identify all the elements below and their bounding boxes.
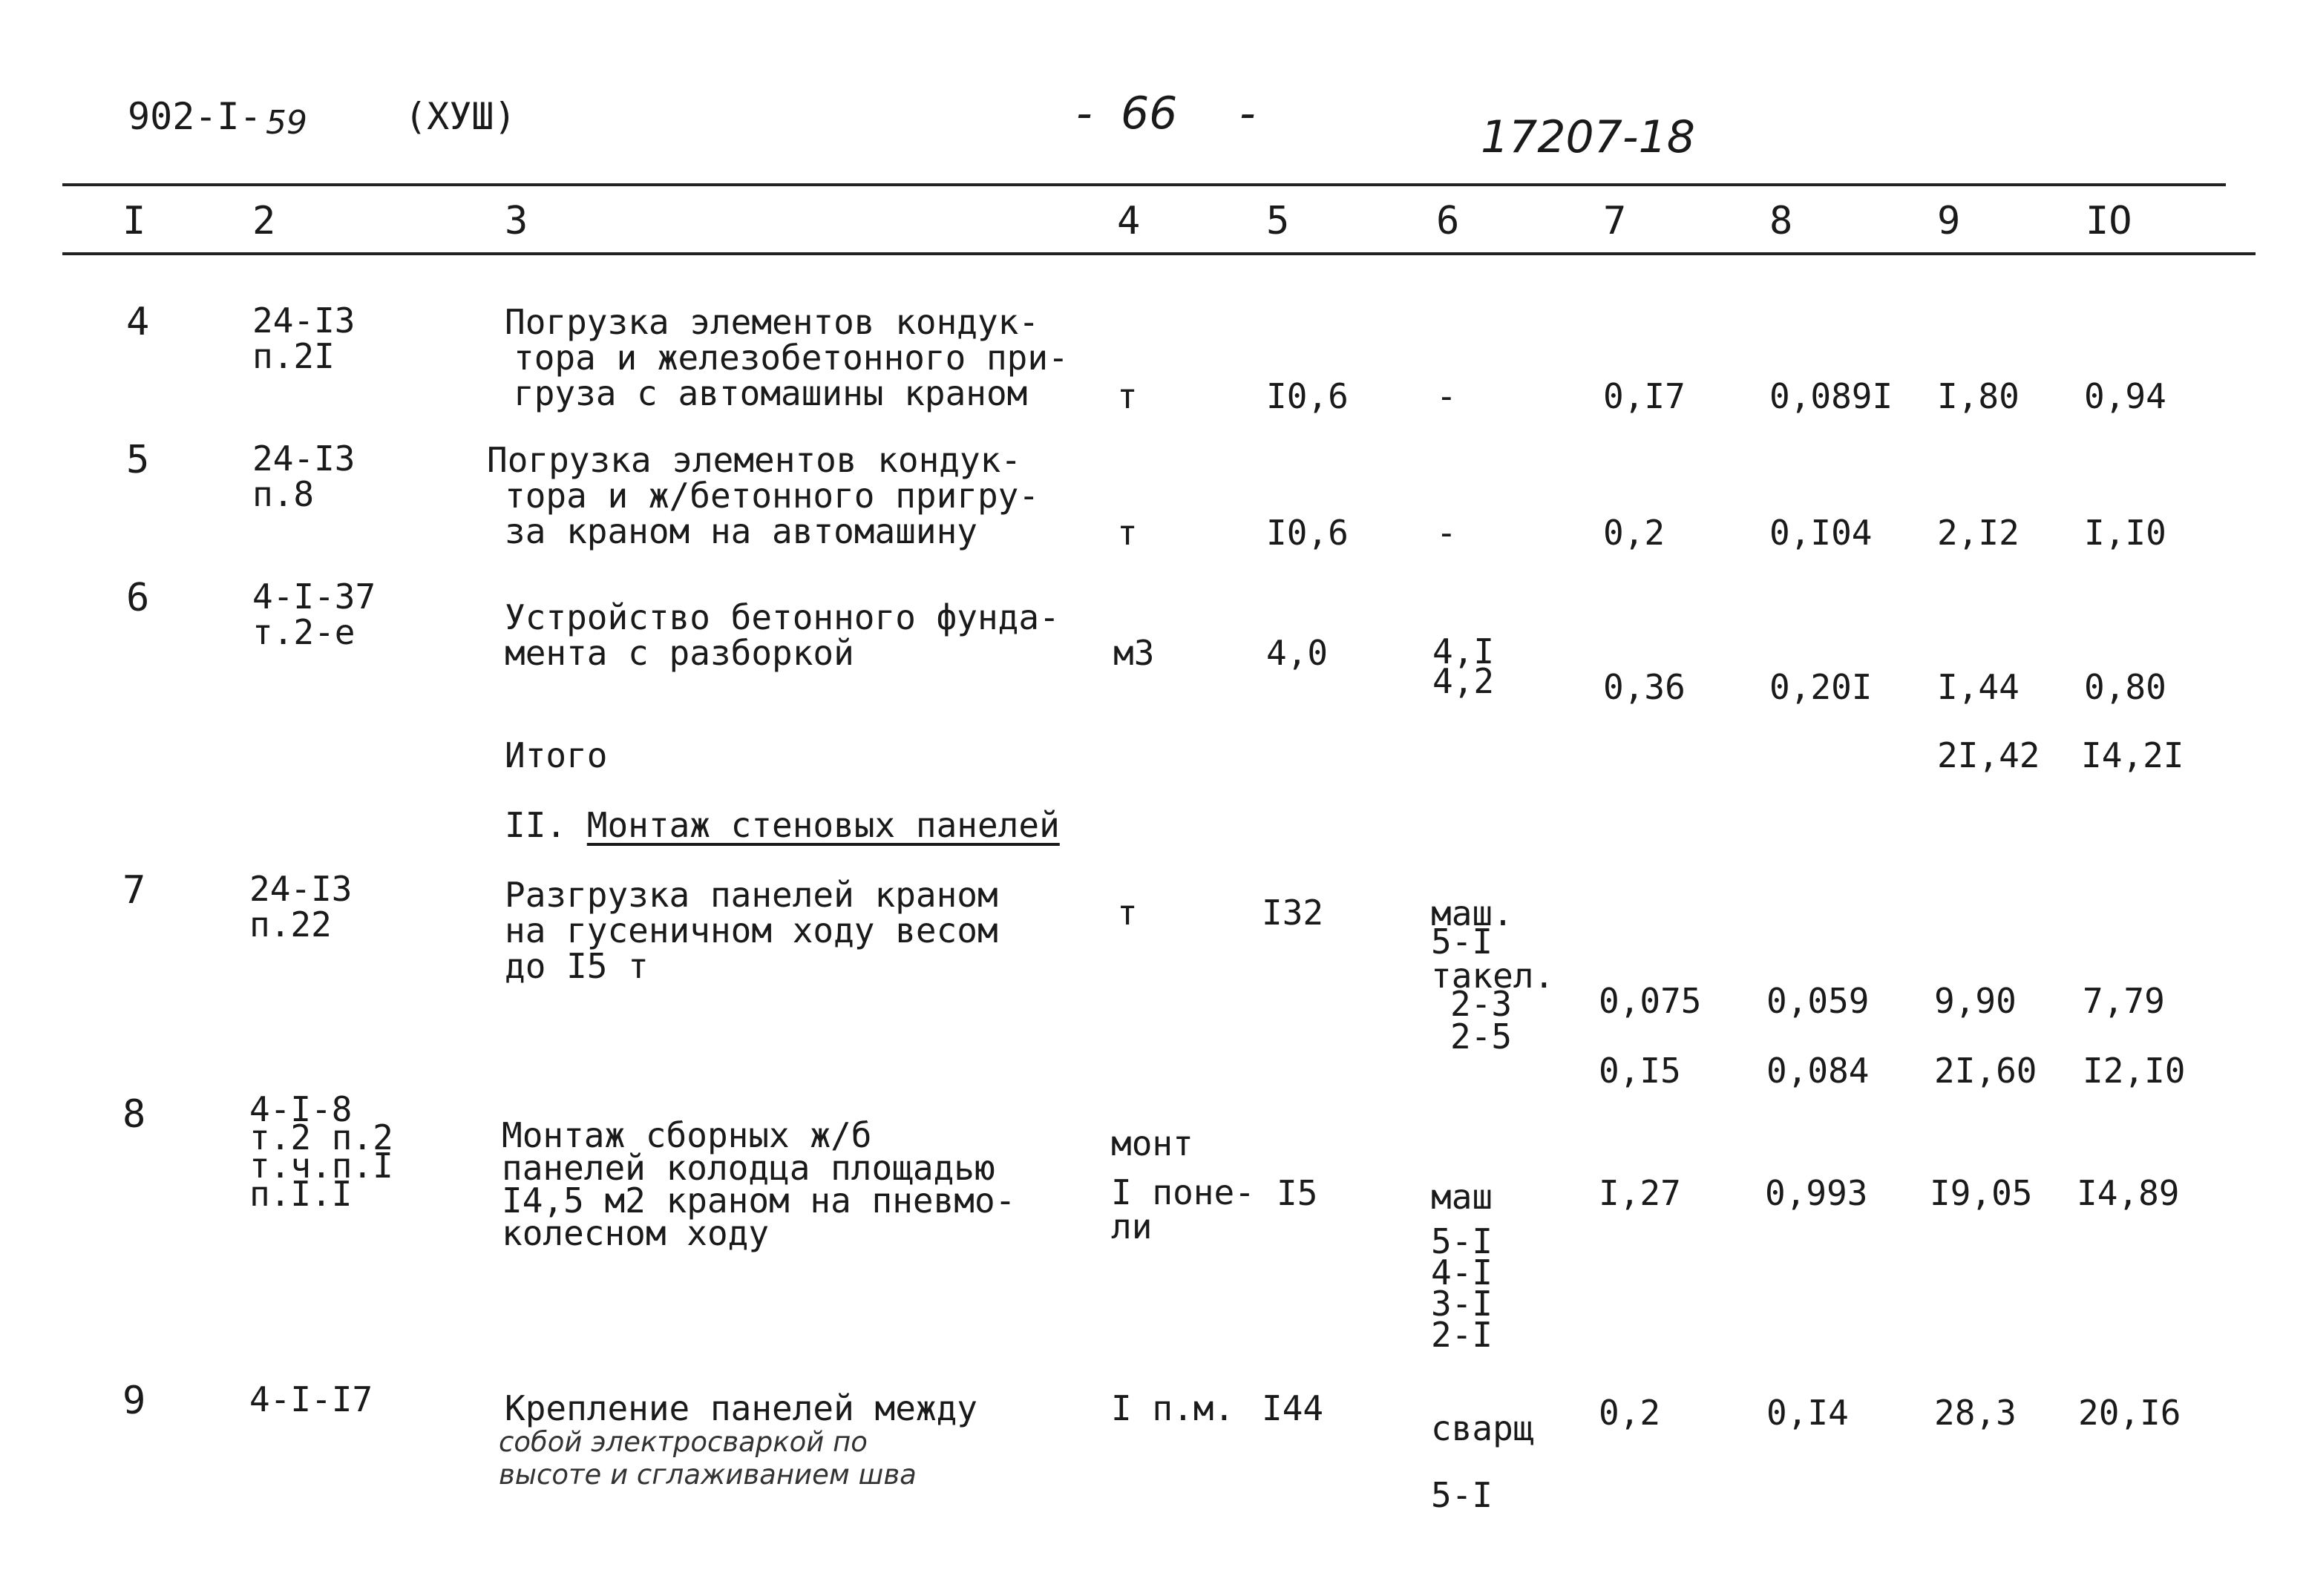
document-code-suffix: 59 <box>266 104 307 142</box>
unit: т <box>1117 376 1138 416</box>
total-col10: I4,2I <box>2081 735 2184 775</box>
unit: м3 <box>1113 633 1155 673</box>
norm-code: 24-I3 п.22 <box>249 869 353 945</box>
quantity: I32 <box>1262 893 1324 933</box>
col10-value: I,I0 <box>2084 513 2166 553</box>
col10-value: 20,I6 <box>2078 1393 2181 1433</box>
header-bottom-rule <box>62 252 2256 255</box>
section-title: Монтаж стеновых панелей <box>586 805 1060 845</box>
quantity: I0,6 <box>1266 513 1349 553</box>
norm-code: 4-I-I7 <box>249 1379 373 1419</box>
col9-value: I9,05 <box>1930 1173 2033 1213</box>
column-header: 3 <box>505 199 528 243</box>
document-code: 902-I- <box>128 95 262 138</box>
col9-value: I,44 <box>1937 667 2020 707</box>
norm-code: 4-I-8 т.2 п.2 т.ч.п.I п.I.I <box>249 1089 393 1214</box>
col7-value: 0,2 <box>1599 1393 1661 1433</box>
col6-value: - <box>1436 513 1457 553</box>
col9-value: 9,90 2I,60 <box>1934 981 2037 1091</box>
col10-value: 0,80 <box>2084 667 2166 707</box>
col10-value: 7,79 I2,I0 <box>2083 981 2186 1091</box>
col6-value: 4,I 4,2 <box>1432 631 1495 701</box>
handwritten-description: собой электросваркой по высоте и сглаживанием шва <box>499 1426 917 1491</box>
column-header: 8 <box>1769 199 1793 243</box>
col6-value: маш. 5-I такел. 2-3 2-5 <box>1431 893 1555 1057</box>
unit: т <box>1117 893 1138 933</box>
work-description: Погрузка элементов кондук- тора и железобетонного при- груза с автомашины краном <box>505 302 1069 413</box>
row-number: 4 <box>126 300 150 344</box>
page-number: 66 <box>1121 88 1178 139</box>
total-col9: 2I,42 <box>1937 735 2040 775</box>
unit: I п.м. <box>1111 1388 1235 1428</box>
col7-value: 0,I7 <box>1603 376 1686 416</box>
col10-value: I4,89 <box>2077 1173 2180 1213</box>
column-header: 5 <box>1266 199 1290 243</box>
work-description: Устройство бетонного фунда- мента с разборкой <box>505 597 1060 673</box>
work-description: Монтаж сборных ж/б панелей колодца площадью I4,5 м2 краном на пневмо- колесном ходу <box>502 1115 1016 1253</box>
document-volume: (ХУШ) <box>404 95 517 138</box>
col7-value: 0,36 <box>1603 667 1686 707</box>
row-number: 6 <box>126 576 150 620</box>
unit: т <box>1117 513 1138 553</box>
header-top-rule <box>62 183 2226 186</box>
quantity: I0,6 <box>1266 376 1349 416</box>
column-header: 6 <box>1436 199 1460 243</box>
column-header: 7 <box>1603 199 1627 243</box>
page-dash-left: - <box>1076 88 1093 139</box>
quantity: I5 <box>1277 1173 1318 1213</box>
section-heading <box>505 807 1060 843</box>
col8-value: 0,20I <box>1769 667 1873 707</box>
work-description: Погрузка элементов кондук- тора и ж/бетонного пригру- за краном на автомашину <box>487 440 1040 551</box>
row-number: 7 <box>122 868 146 913</box>
col8-value: 0,993 <box>1765 1173 1868 1213</box>
page-dash-right: - <box>1239 88 1256 139</box>
norm-code: 4-I-37 т.2-е <box>252 577 376 652</box>
quantity: 4,0 <box>1266 633 1329 673</box>
col6-value: маш 5-I 4-I 3-I 2-I <box>1431 1177 1493 1355</box>
section-number: II. <box>505 805 567 845</box>
col8-value: 0,I04 <box>1769 513 1873 553</box>
column-header: IO <box>2086 199 2132 243</box>
column-header: I <box>122 199 146 243</box>
column-header: 9 <box>1937 199 1961 243</box>
col6-value: - <box>1436 376 1457 416</box>
col9-value: I,80 <box>1937 376 2020 416</box>
row-number: 9 <box>122 1379 146 1423</box>
col8-value: 0,089I <box>1769 376 1893 416</box>
col7-value: 0,2 <box>1603 513 1665 553</box>
col7-value: 0,075 0,I5 <box>1599 981 1702 1091</box>
row-number: 5 <box>126 438 150 482</box>
unit: монт I поне- ли <box>1111 1123 1255 1247</box>
norm-code: 24-I3 п.2I <box>252 301 356 376</box>
total-label: Итого <box>505 735 608 775</box>
col8-value: 0,059 0,084 <box>1766 981 1870 1091</box>
column-header: 2 <box>252 199 276 243</box>
work-description: Крепление панелей между <box>505 1388 977 1428</box>
quantity: I44 <box>1262 1388 1324 1428</box>
col6-value: сварщ 5-I <box>1431 1408 1534 1515</box>
norm-code: 24-I3 п.8 <box>252 439 356 514</box>
row-number: 8 <box>122 1092 146 1137</box>
col9-value: 28,3 <box>1934 1393 2017 1433</box>
work-description: Разгрузка панелей краном на гусеничном ходу весом до I5 т <box>505 875 998 986</box>
col9-value: 2,I2 <box>1937 513 2020 553</box>
col10-value: 0,94 <box>2084 376 2166 416</box>
col8-value: 0,I4 <box>1766 1393 1849 1433</box>
column-header: 4 <box>1117 199 1141 243</box>
inventory-number: 17207-18 <box>1481 111 1695 163</box>
col7-value: I,27 <box>1599 1173 1681 1213</box>
